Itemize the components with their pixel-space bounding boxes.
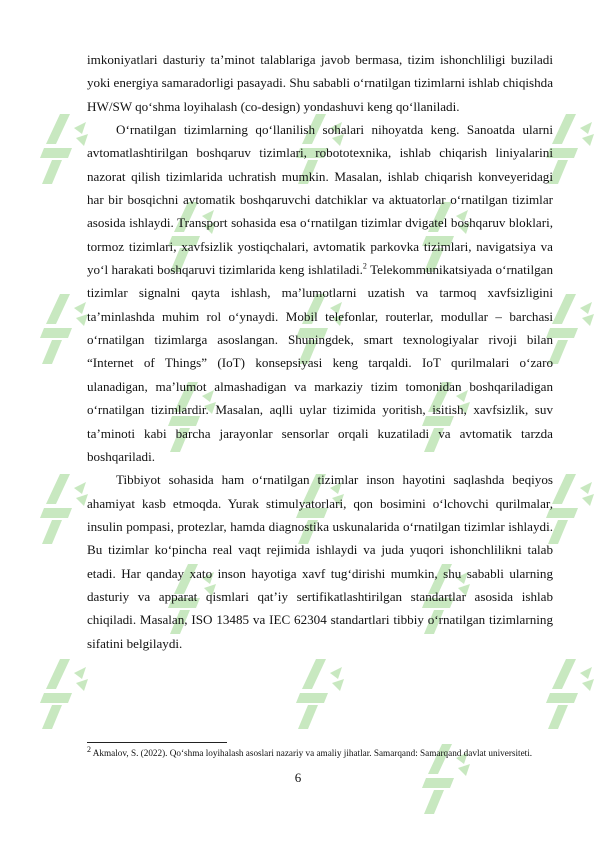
footnote xyxy=(87,744,553,759)
paragraph-2-text-b: Telekommunikatsiyada o‘rnatilgan tizimlar signalni qayta ishlash, ma’lumotlarni uzatish va tarmoq xavfsizligini ta’minlashda muhim rol o‘ynaydi. Mobil telefonlar, routerlar, modullar – barchasi o‘rnatilgan tizimlarga asoslangan. Shuningdek, smart texnologiyalar rivoji bilan “Internet of Things” (IoT) konsepsiyasi keng tarqaldi. IoT qurilmalari o‘zaro ulanadigan, ma’lumot almashadigan va markaziy tizim tomonidan boshqariladigan o‘rnatilgan tizimlardir. Masalan, aqlli uylar tizimida yoritish, isitish, xavfsizlik, suv ta’minoti kabi barcha jarayonlar sensorlar orqali kuzatiladi va avtomatik tarzda boshqariladi. xyxy=(87,262,553,464)
footnote-text: Akmalov, S. (2022). Qo‘shma loyihalash asoslari nazariy va amaliy jihatlar. Samarqand: Samarqand davlat universiteti. xyxy=(91,748,533,758)
watermark-logo-icon xyxy=(30,290,94,370)
watermark-logo-icon xyxy=(30,110,94,190)
body-paragraph-1: imkoniyatlari dasturiy ta’minot talablariga javob bermasa, tizim ishonchliligi buziladi yoki energiya samaradorligi pasayadi. Shu sababli o‘rnatilgan tizimlarni ishlab chiqishda HW/SW qo‘shma loyihalash (co-design) yondashuvi keng qo‘llaniladi. xyxy=(87,52,553,114)
document-page xyxy=(87,48,553,655)
body-paragraph-2 xyxy=(87,118,553,468)
body-paragraph-3: Tibbiyot sohasida ham o‘rnatilgan tizimlar inson hayotini saqlashda beqiyos ahamiyat kasb etmoqda. Yurak stimulyatorlari, qon bosimini o‘lchovchi qurilmalar, insulin pompasi, protezlar, hamda diagnostika uskunalarida o‘rnatilgan tizimlar ishlaydi. Bu tizimlar ko‘pincha real vaqt rejimida ishlaydi va juda yuqori ishonchlilikni talab etadi. Har qanday xato inson hayotiga xavf tug‘dirishi mumkin, shu sababli ularning dasturiy va apparat qismlari qat’iy sertifikatlashtirilgan standartlar asosida ishlab chiqiladi. Masalan, ISO 13485 va IEC 62304 standartlari tibbiy o‘rnatilgan tizimlarning sifatini belgilaydi. xyxy=(87,472,553,651)
watermark-logo-icon xyxy=(286,655,350,735)
watermark-logo-icon xyxy=(536,655,596,735)
watermark-logo-icon xyxy=(30,655,94,735)
footnote-marker: 2 xyxy=(87,744,91,754)
page-number: 6 xyxy=(294,770,302,785)
footnote-reference: 2 xyxy=(362,261,367,271)
paragraph-2-text-a: O‘rnatilgan tizimlarning qo‘llanilish sohalari nihoyatda keng. Sanoatda ularni avtomatlashtirilgan boshqaruv tizimlari, robototexnika, ishlab chiqarish liniyalarini nazorat qilish tizimlarida uchratish mumkin. Masalan, ishlab chiqarish konveyeridagi har bir bosqichni avtomatik boshqaruvchi datchiklar va aktuatorlar o‘rnatilgan tizimlar asosida ishlaydi. Transport sohasida esa o‘rnatilgan tizimlar dvigatel boshqaruv bloklari, tormoz tizimlari, xavfsizlik yostiqchalari, avtomatik parkovka tizimlari, navigatsiya va yo‘l harakati boshqaruvi tizimlarida keng ishlatiladi. xyxy=(87,122,553,278)
footnote-separator xyxy=(87,742,227,743)
watermark-logo-icon xyxy=(30,470,94,550)
